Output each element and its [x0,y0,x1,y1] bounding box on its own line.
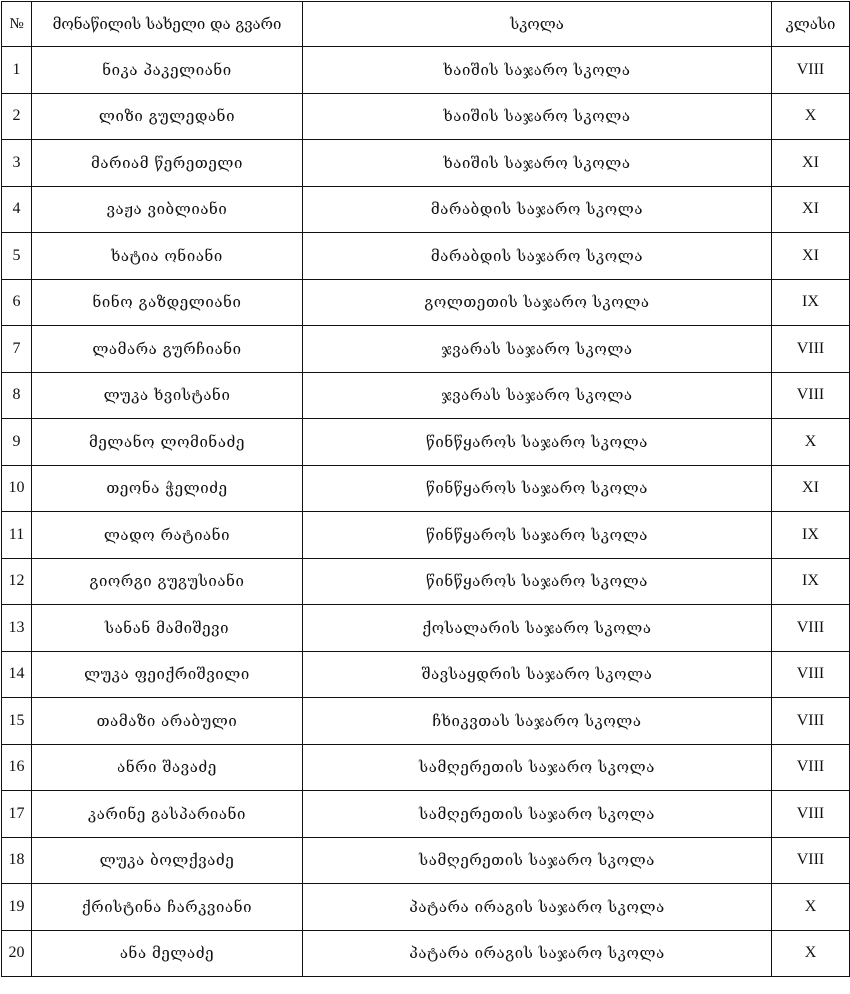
row-number: 8 [2,372,32,419]
row-number: 11 [2,512,32,559]
school-name: ჯვარას საჯარო სკოლა [303,326,772,373]
school-name: ქოსალარის საჯარო სკოლა [303,605,772,652]
grade: VIII [772,651,850,698]
grade: IX [772,512,850,559]
school-name: წინწყაროს საჯარო სკოლა [303,512,772,559]
table-body [2,47,850,977]
participant-name: თამაზი არაბული [32,698,303,745]
school-name: წინწყაროს საჯარო სკოლა [303,558,772,605]
participant-name: ლუკა ბოლქვაძე [32,837,303,884]
school-name: მარაბდის საჯარო სკოლა [303,186,772,233]
row-number: 12 [2,558,32,605]
row-number: 6 [2,279,32,326]
table-row [2,186,850,233]
school-name: ხაიშის საჯარო სკოლა [303,140,772,187]
table-row [2,605,850,652]
grade: XI [772,465,850,512]
row-number: 1 [2,47,32,94]
table-row [2,837,850,884]
participant-name: ნინო გაზდელიანი [32,279,303,326]
row-number: 15 [2,698,32,745]
row-number: 5 [2,233,32,280]
participant-name: ხატია ონიანი [32,233,303,280]
school-name: პატარა ირაგის საჯარო სკოლა [303,884,772,931]
header-row [2,2,850,47]
table-row [2,372,850,419]
row-number: 10 [2,465,32,512]
school-name: შავსაყდრის საჯარო სკოლა [303,651,772,698]
school-name: ხაიშის საჯარო სკოლა [303,93,772,140]
row-number: 9 [2,419,32,466]
participant-name: ანა მელაძე [32,930,303,977]
row-number: 20 [2,930,32,977]
row-number: 4 [2,186,32,233]
row-number: 17 [2,791,32,838]
header-number: № [2,2,32,47]
participant-name: ლუკა ხვისტანი [32,372,303,419]
table-row [2,512,850,559]
school-name: მარაბდის საჯარო სკოლა [303,233,772,280]
grade: XI [772,233,850,280]
school-name: სამღერეთის საჯარო სკოლა [303,791,772,838]
row-number: 3 [2,140,32,187]
participant-name: ლამარა გურჩიანი [32,326,303,373]
table-row [2,233,850,280]
grade: XI [772,186,850,233]
row-number: 14 [2,651,32,698]
grade: IX [772,279,850,326]
school-name: წინწყაროს საჯარო სკოლა [303,419,772,466]
table-row [2,930,850,977]
table-row [2,326,850,373]
participant-name: ლიზი გულედანი [32,93,303,140]
participant-name: ქრისტინა ჩარკვიანი [32,884,303,931]
table-row [2,558,850,605]
table-row [2,465,850,512]
school-name: სამღერეთის საჯარო სკოლა [303,837,772,884]
grade: X [772,884,850,931]
grade: VIII [772,372,850,419]
grade: VIII [772,47,850,94]
participant-name: სანან მამიშევი [32,605,303,652]
table-row [2,744,850,791]
school-name: პატარა ირაგის საჯარო სკოლა [303,930,772,977]
grade: VIII [772,837,850,884]
grade: XI [772,140,850,187]
grade: X [772,419,850,466]
table-row [2,419,850,466]
table-row [2,791,850,838]
grade: X [772,93,850,140]
school-name: ჩხიკვთას საჯარო სკოლა [303,698,772,745]
grade: VIII [772,326,850,373]
table-header [2,2,850,47]
school-name: ჯვარას საჯარო სკოლა [303,372,772,419]
participant-name: კარინე გასპარიანი [32,791,303,838]
participant-name: მარიამ წერეთელი [32,140,303,187]
table-row [2,47,850,94]
participant-name: მელანო ლომინაძე [32,419,303,466]
participants-table [1,1,850,977]
grade: IX [772,558,850,605]
row-number: 18 [2,837,32,884]
header-grade: კლასი [772,2,850,47]
participant-name: გიორგი გუგუსიანი [32,558,303,605]
participant-name: ნიკა პაკელიანი [32,47,303,94]
table-row [2,140,850,187]
table-row [2,698,850,745]
table-row [2,93,850,140]
grade: VIII [772,605,850,652]
header-school: სკოლა [303,2,772,47]
row-number: 16 [2,744,32,791]
row-number: 7 [2,326,32,373]
school-name: გოლთეთის საჯარო სკოლა [303,279,772,326]
grade: VIII [772,698,850,745]
grade: VIII [772,744,850,791]
row-number: 19 [2,884,32,931]
table-row [2,279,850,326]
header-name: მონაწილის სახელი და გვარი [32,2,303,47]
participant-name: ვაჟა ვიბლიანი [32,186,303,233]
table-row [2,884,850,931]
school-name: სამღერეთის საჯარო სკოლა [303,744,772,791]
participant-name: თეონა ჭელიძე [32,465,303,512]
grade: X [772,930,850,977]
participant-name: ლადო რატიანი [32,512,303,559]
row-number: 2 [2,93,32,140]
grade: VIII [772,791,850,838]
participant-name: ლუკა ფეიქრიშვილი [32,651,303,698]
school-name: ხაიშის საჯარო სკოლა [303,47,772,94]
table-row [2,651,850,698]
school-name: წინწყაროს საჯარო სკოლა [303,465,772,512]
row-number: 13 [2,605,32,652]
participant-name: ანრი შავაძე [32,744,303,791]
